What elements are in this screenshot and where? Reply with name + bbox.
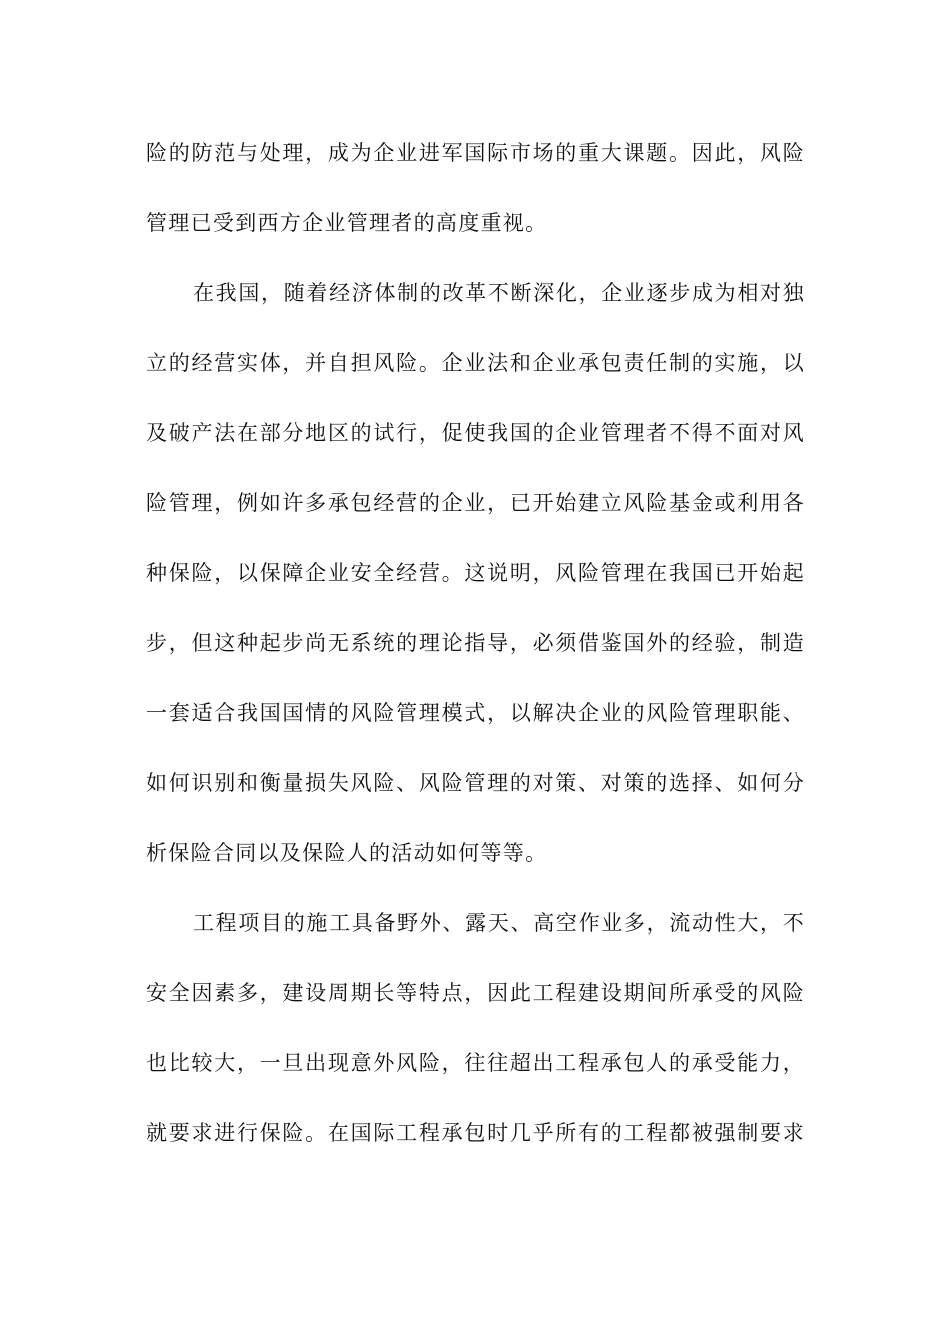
- text-line: 立的经营实体，并自担风险。企业法和企业承包责任制的实施，以: [146, 351, 805, 375]
- text-line: 也比较大，一旦出现意外风险，往往超出工程承包人的承受能力，: [146, 1051, 805, 1075]
- text-line: 如何识别和衡量损失风险、风险管理的对策、对策的选择、如何分: [146, 771, 805, 795]
- text-line: 就要求进行保险。在国际工程承包时几乎所有的工程都被强制要求: [146, 1121, 805, 1145]
- paragraph-first-line: 工程项目的施工具备野外、露天、高空作业多，流动性大，不: [193, 911, 805, 935]
- text-line: 步，但这种起步尚无系统的理论指导，必须借鉴国外的经验，制造: [146, 631, 805, 655]
- text-line: 管理已受到西方企业管理者的高度重视。: [146, 211, 548, 235]
- text-line: 析保险合同以及保险人的活动如何等等。: [146, 841, 548, 865]
- text-line: 一套适合我国国情的风险管理模式，以解决企业的风险管理职能、: [146, 701, 805, 725]
- document-body: [146, 132, 805, 1182]
- text-line: 种保险，以保障企业安全经营。这说明，风险管理在我国已开始起: [146, 561, 805, 585]
- text-line: 安全因素多，建设周期长等特点，因此工程建设期间所承受的风险: [146, 981, 805, 1005]
- text-line: 及破产法在部分地区的试行，促使我国的企业管理者不得不面对风: [146, 421, 805, 445]
- text-line: 险管理，例如许多承包经营的企业，已开始建立风险基金或利用各: [146, 491, 805, 515]
- text-line: 险的防范与处理，成为企业进军国际市场的重大课题。因此，风险: [146, 141, 805, 165]
- paragraph-first-line: 在我国，随着经济体制的改革不断深化，企业逐步成为相对独: [193, 281, 805, 305]
